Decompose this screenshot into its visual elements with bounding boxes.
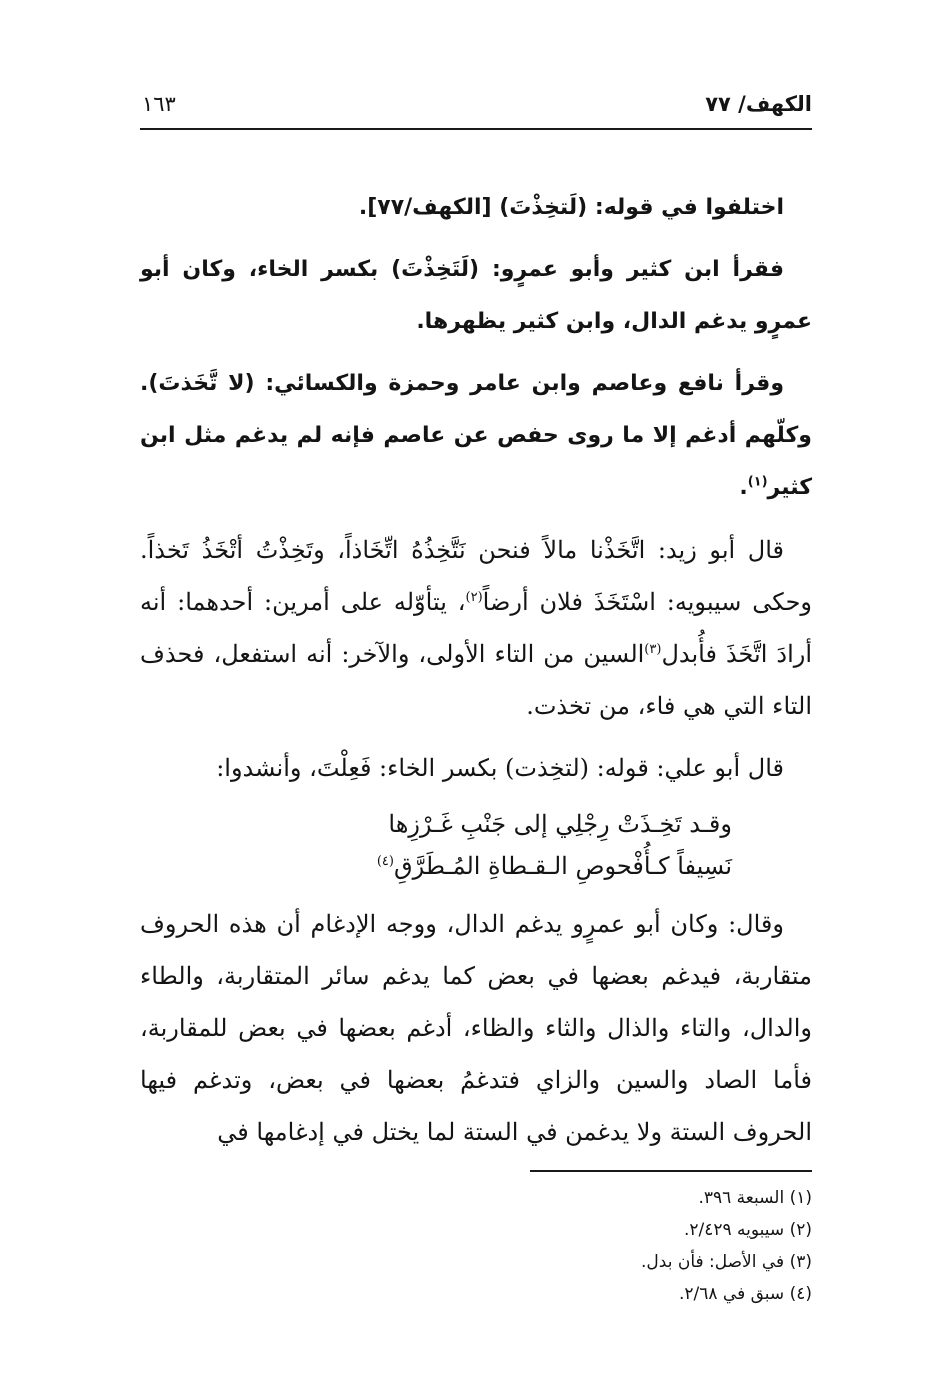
- paragraph-1: اختلفوا في قوله: (لَتخِذْتَ) [الكهف/٧٧].: [358, 195, 784, 220]
- footnote-2: (٢) سيبويه ٢/٤٢٩.: [683, 1220, 812, 1240]
- verse-second-hemistich: [140, 846, 732, 886]
- running-title: الكهف/ ٧٧: [705, 92, 812, 116]
- book-page: [140, 88, 812, 1310]
- paragraph-3-end: .: [739, 475, 748, 500]
- footnote-3: (٣) في الأصل: فأن بدل.: [641, 1252, 812, 1272]
- paragraph-3-text: وقرأ نافع وعاصم وابن عامر وحمزة والكسائي: (لا تَّخَذتَ). وكلّهم أدغم إلا ما روى حفص عن عاصم فإنه لم يدغم مثل ابن كثير: [140, 371, 812, 500]
- poetry-verse: [140, 804, 812, 886]
- paragraph-3: [140, 358, 812, 514]
- footnote-ref-3: (٣): [644, 642, 662, 657]
- footnote-1: (١) السبعة ٣٩٦.: [698, 1188, 812, 1208]
- page-number: ١٦٣: [142, 92, 176, 116]
- paragraph-4-part-a: قال أبو زيد: اتَّخَذْنا مالاً فنحن نَتَّخِذُهُ اتِّخَاذاً، وتَخِذْتُ أتْخَذُ تَخذاً. وحكى سيبويه: اسْتَخَذَ فلان أرضاً: [140, 536, 812, 616]
- footnote-ref-4: (٤): [376, 854, 394, 869]
- page-header: [140, 88, 812, 130]
- footnote-ref-2: (٢): [465, 590, 483, 605]
- footnote-ref-1: (١): [747, 474, 768, 490]
- verse-second-text: نَسِيفاً كـأُفْحوصِ الـقـطاةِ المُـطَرَّقِ: [393, 852, 732, 880]
- footnotes: [140, 1182, 812, 1310]
- paragraph-4-part-b: ، يتأوّله على أمرين: أحدهما: أنه أرادَ اتَّخَذَ فأُبدل: [140, 588, 812, 668]
- footnote-divider: [530, 1170, 812, 1172]
- paragraph-4-part-c: السين من التاء الأولى، والآخر: أنه استفعل، فحذف التاء التي هي فاء، من تخذت.: [140, 640, 812, 720]
- paragraph-2: فقرأ ابن كثير وأبو عمرٍو: (لَتَخِذْتَ) بكسر الخاء، وكان أبو عمرٍو يدغم الدال، وابن كثير يظهرها.: [140, 257, 812, 334]
- verse-first-hemistich: وقـد تَخِـذَتْ رِجْلِي إلى جَنْبِ غَـرْزِها: [388, 810, 732, 838]
- main-text: [140, 182, 812, 1158]
- paragraph-5: قال أبو علي: قوله: (لتخِذت) بكسر الخاء: فَعِلْتَ، وأنشدوا:: [216, 754, 784, 782]
- footnote-4: (٤) سبق في ٢/٦٨.: [678, 1284, 812, 1304]
- paragraph-4: [140, 524, 812, 732]
- paragraph-6: وقال: وكان أبو عمرٍو يدغم الدال، ووجه الإدغام أن هذه الحروف متقاربة، فيدغم بعضها في بعض كما يدغم سائر المتقاربة، والطاء والدال، والتاء والذال والثاء والظاء، أدغم بعضها في بعض للمقاربة، فأما الصاد والسين والزاي فتدغمُ بعضها في بعض، وتدغم فيها الحروف الستة ولا يدغمن في الستة لما يختل في إدغامها في: [140, 910, 812, 1146]
